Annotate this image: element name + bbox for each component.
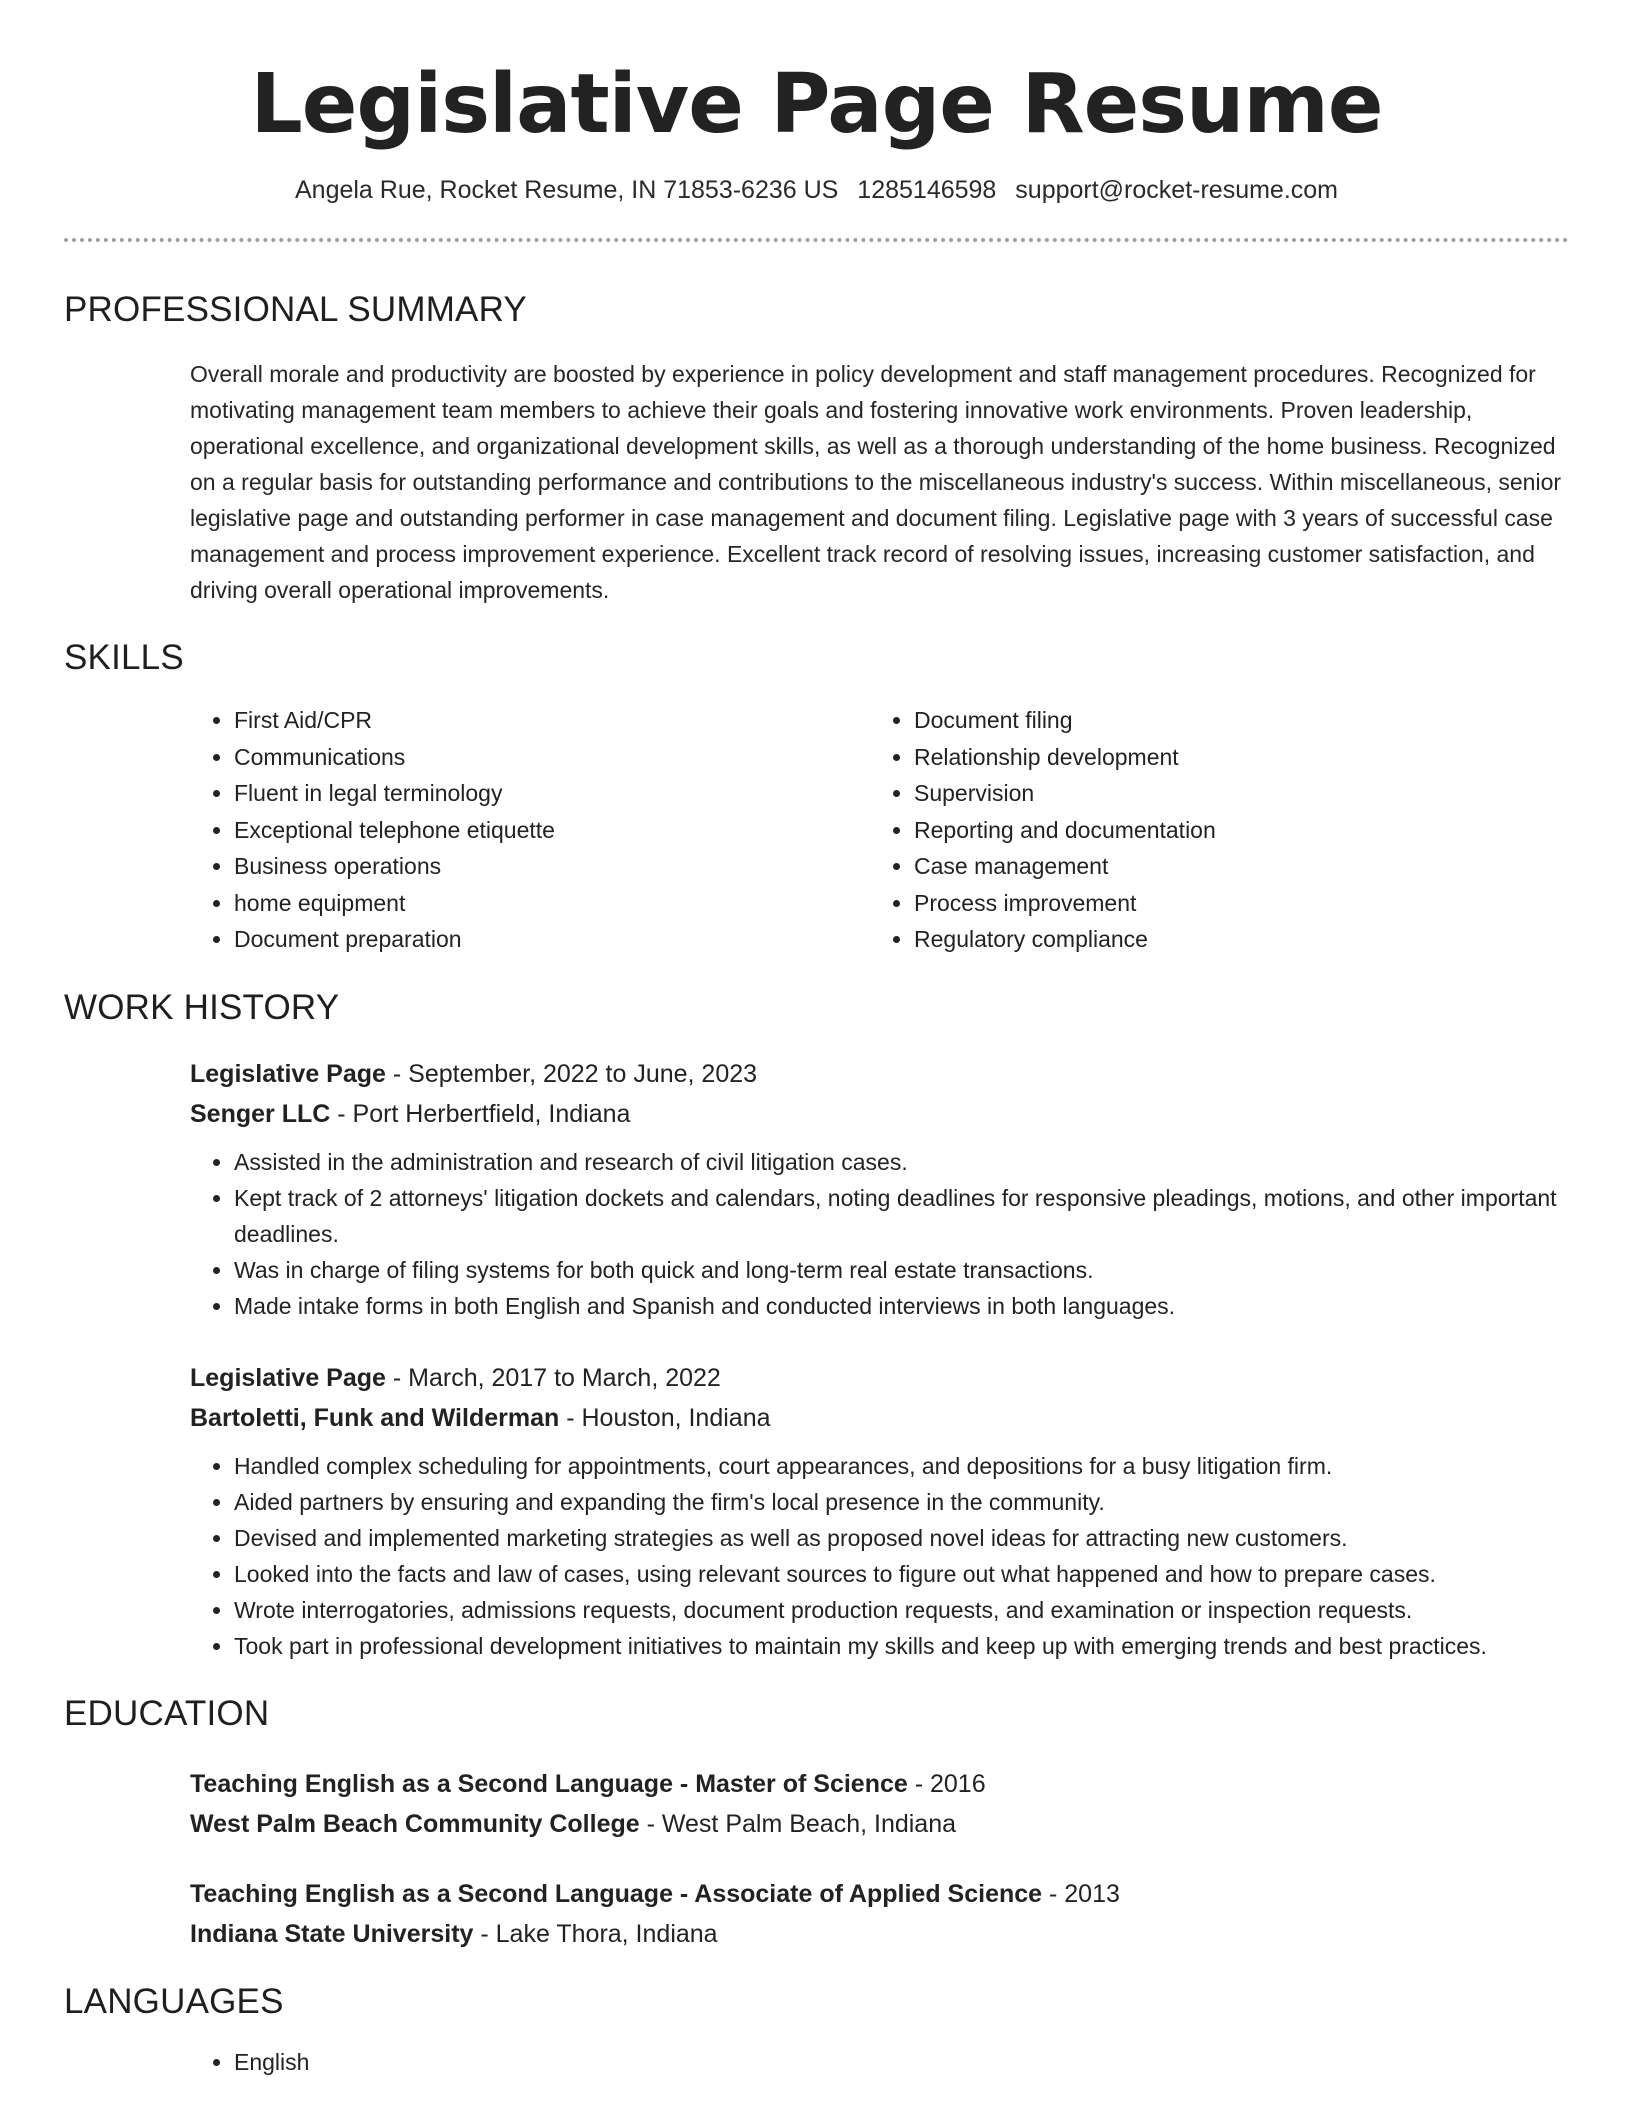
job-company-line	[190, 1094, 1569, 1134]
header-divider	[64, 238, 1569, 242]
job-title: Legislative Page	[190, 1363, 386, 1392]
languages-list	[190, 2044, 1569, 2080]
skills-right-column	[870, 702, 1550, 958]
job-bullet: • Made intake forms in both English and Spanish and conducted interviews in both languages.	[234, 1288, 1564, 1324]
summary-text: Overall morale and productivity are boosted by experience in policy development and staff management procedures. Recognized for motivating management team members to achieve their goals and fostering innovative work environments. Proven leadership, operational excellence, and organizational development skills, as well as a thorough understanding of the home business. Recognized on a regular basis for outstanding performance and contributions to the miscellaneous industry's success. Within miscellaneous, senior legislative page and outstanding performer in case management and document filing. Legislative page with 3 years of successful case management and process improvement experience. Excellent track record of resolving issues, increasing customer satisfaction, and driving overall operational improvements.	[190, 361, 1562, 603]
languages-heading: LANGUAGES	[64, 1981, 284, 2021]
contact-email: support@rocket-resume.com	[1015, 176, 1339, 204]
skills-grid	[190, 702, 1569, 958]
summary-heading: PROFESSIONAL SUMMARY	[64, 290, 527, 329]
education-degree-line	[190, 1874, 1569, 1914]
education-location: - Lake Thora, Indiana	[473, 1919, 718, 1948]
resume-title: Legislative Page Resume	[250, 57, 1383, 152]
job-bullets	[190, 1144, 1564, 1324]
contact-line	[64, 176, 1569, 205]
job-bullet: • Kept track of 2 attorneys' litigation dockets and calendars, noting deadlines for responsive pleadings, motions, and other important deadlines.	[234, 1180, 1564, 1252]
education-year: - 2013	[1042, 1879, 1120, 1908]
education-school-line	[190, 1914, 1569, 1954]
job-dates: - March, 2017 to March, 2022	[385, 1363, 721, 1392]
skill-item: • First Aid/CPR	[234, 702, 870, 739]
job-bullets	[190, 1448, 1564, 1664]
resume-page	[64, 0, 1569, 2080]
education-location: - West Palm Beach, Indiana	[639, 1809, 957, 1838]
job-bullet: • Looked into the facts and law of cases, using relevant sources to figure out what happened and how to prepare cases.	[234, 1556, 1564, 1592]
education-school: Indiana State University	[190, 1919, 474, 1948]
job-bullet: • Took part in professional development initiatives to maintain my skills and keep up with emerging trends and best practices.	[234, 1628, 1564, 1664]
education-year: - 2016	[907, 1769, 986, 1798]
work-history-heading: WORK HISTORY	[64, 987, 340, 1027]
contact-phone: 1285146598	[857, 176, 997, 204]
skill-item: • Relationship development	[914, 739, 1550, 776]
education-school-line	[190, 1804, 1569, 1844]
education-degree: Teaching English as a Second Language - Master of Science	[190, 1769, 908, 1798]
job-bullet: • Devised and implemented marketing strategies as well as proposed novel ideas for attracting new customers.	[234, 1520, 1564, 1556]
job-entry	[190, 1054, 1569, 1324]
job-location: - Houston, Indiana	[559, 1403, 771, 1432]
job-entry	[190, 1358, 1569, 1664]
education-degree-line	[190, 1764, 1569, 1804]
education-entry	[190, 1764, 1569, 1844]
contact-address: Angela Rue, Rocket Resume, IN 71853-6236 US	[294, 176, 839, 204]
skill-item: • Communications	[234, 739, 870, 776]
job-bullet: • Handled complex scheduling for appointments, court appearances, and depositions for a busy litigation firm.	[234, 1448, 1564, 1484]
job-company-line	[190, 1398, 1569, 1438]
skill-item: • Case management	[914, 848, 1550, 885]
job-company: Bartoletti, Funk and Wilderman	[190, 1403, 560, 1432]
job-bullet: • Wrote interrogatories, admissions requests, document production requests, and examination or inspection requests.	[234, 1592, 1564, 1628]
skill-item: • home equipment	[234, 885, 870, 922]
skill-item: • Supervision	[914, 775, 1550, 812]
job-title-line	[190, 1054, 1569, 1094]
job-bullet: • Was in charge of filing systems for both quick and long-term real estate transactions.	[234, 1252, 1564, 1288]
education-degree: Teaching English as a Second Language - Associate of Applied Science	[190, 1879, 1043, 1908]
skill-item: • Process improvement	[914, 885, 1550, 922]
language-item: • English	[234, 2044, 1569, 2080]
skill-item: • Exceptional telephone etiquette	[234, 812, 870, 849]
job-location: - Port Herbertfield, Indiana	[330, 1099, 631, 1128]
education-entry	[190, 1874, 1569, 1954]
skills-heading: SKILLS	[64, 638, 184, 677]
job-title-line	[190, 1358, 1569, 1398]
skill-item: • Document preparation	[234, 921, 870, 958]
skill-item: • Document filing	[914, 702, 1550, 739]
education-heading: EDUCATION	[64, 1693, 270, 1733]
skill-item: • Regulatory compliance	[914, 921, 1550, 958]
job-bullet: • Aided partners by ensuring and expanding the firm's local presence in the community.	[234, 1484, 1564, 1520]
skill-item: • Fluent in legal terminology	[234, 775, 870, 812]
skill-item: • Business operations	[234, 848, 870, 885]
education-school: West Palm Beach Community College	[190, 1809, 640, 1838]
skill-item: • Reporting and documentation	[914, 812, 1550, 849]
job-dates: - September, 2022 to June, 2023	[385, 1059, 758, 1088]
job-title: Legislative Page	[190, 1059, 386, 1088]
job-company: Senger LLC	[190, 1099, 331, 1128]
skills-left-column	[190, 702, 870, 958]
job-bullet: • Assisted in the administration and research of civil litigation cases.	[234, 1144, 1564, 1180]
